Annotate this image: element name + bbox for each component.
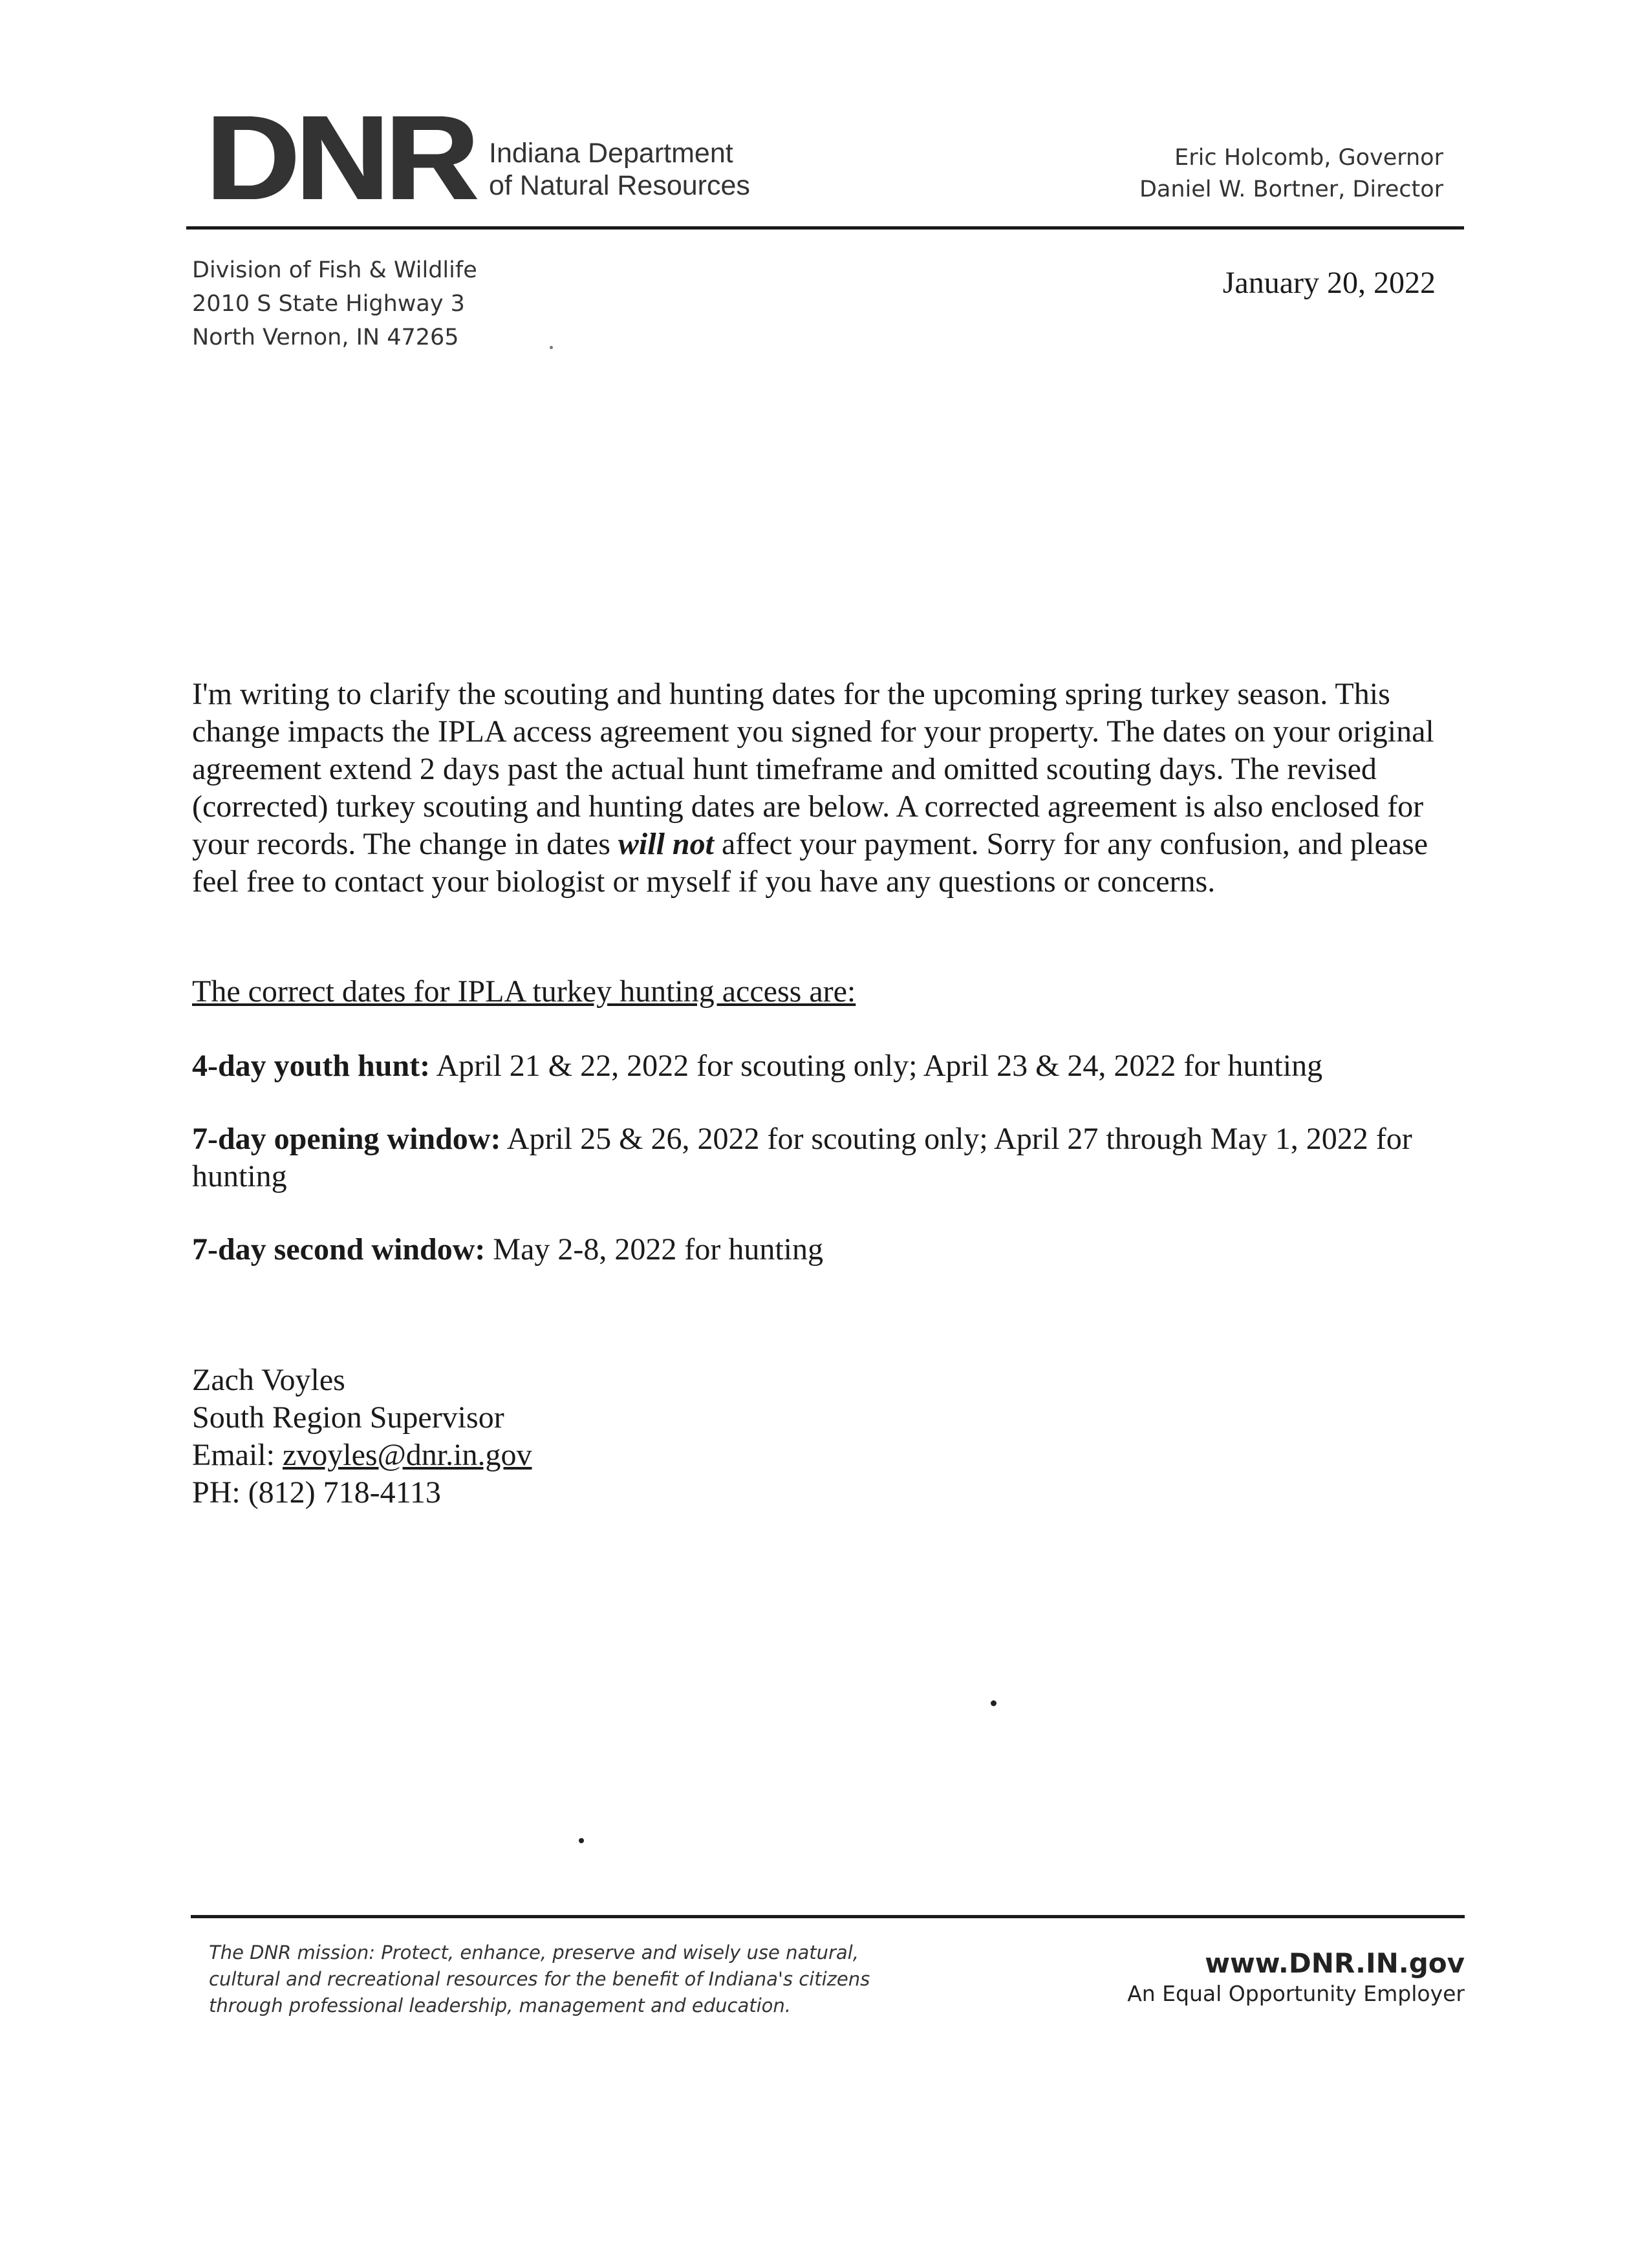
- second-window-item: [192, 1231, 1460, 1268]
- youth-hunt-label: 4-day youth hunt:: [192, 1049, 431, 1083]
- director-name: Daniel W. Bortner, Director: [1139, 177, 1443, 202]
- signature-block: [192, 1362, 532, 1512]
- signer-name: Zach Voyles: [192, 1363, 345, 1397]
- opening-window-label: 7-day opening window:: [192, 1122, 501, 1156]
- footer-divider: [191, 1915, 1465, 1918]
- opening-window-item: [192, 1120, 1460, 1195]
- scan-speck: [991, 1700, 997, 1706]
- email-link[interactable]: zvoyles@dnr.in.gov: [282, 1438, 532, 1472]
- division-address: [192, 253, 477, 354]
- equal-opportunity-text: An Equal Opportunity Employer: [1127, 1981, 1465, 2006]
- scan-speck: [550, 346, 553, 349]
- scan-speck: [579, 1838, 584, 1843]
- second-window-text: May 2-8, 2022 for hunting: [485, 1232, 824, 1267]
- intro-paragraph: [192, 676, 1466, 901]
- intro-text-after: affect your payment. Sorry for any confusion, and please feel free to contact your biologist or myself if you have any questions or concerns.: [192, 827, 1428, 899]
- dates-heading: The correct dates for IPLA turkey hunting access are:: [192, 974, 856, 1009]
- department-name-line2: of Natural Resources: [489, 170, 750, 201]
- officials-block: [1139, 142, 1443, 206]
- mission-line2: cultural and recreational resources for the benefit of Indiana's citizens: [209, 1968, 870, 1990]
- second-window-label: 7-day second window:: [192, 1232, 486, 1267]
- department-name: [489, 137, 750, 202]
- youth-hunt-item: [192, 1047, 1460, 1085]
- division-city: North Vernon, IN 47265: [192, 325, 459, 350]
- division-street: 2010 S State Highway 3: [192, 291, 465, 317]
- opening-window-text: April 25 & 26, 2022 for scouting only; April 27 through May 1, 2022 for hunting: [192, 1122, 1412, 1193]
- division-name: Division of Fish & Wildlife: [192, 257, 477, 283]
- youth-hunt-text: April 21 & 22, 2022 for scouting only; April 23 & 24, 2022 for hunting: [430, 1049, 1323, 1083]
- dnr-logo-text: DNR: [206, 91, 475, 225]
- mission-line3: through professional leadership, management and education.: [209, 1995, 791, 2017]
- signer-phone: PH: (812) 718-4113: [192, 1475, 441, 1510]
- letter-date: January 20, 2022: [1222, 266, 1436, 300]
- signer-title: South Region Supervisor: [192, 1400, 504, 1435]
- header-divider: [186, 226, 1464, 230]
- governor-name: Eric Holcomb, Governor: [1174, 145, 1443, 171]
- intro-emphasis: will not: [618, 827, 714, 861]
- website-link[interactable]: www.DNR.IN.gov: [1205, 1947, 1465, 1979]
- letter-body: [192, 676, 1466, 901]
- intro-text-before: I'm writing to clarify the scouting and hunting dates for the upcoming spring turkey season. This change impacts the IPLA access agreement you signed for your property. The dates on your original agreement extend 2 days past the actual hunt timeframe and omitted scouting days. The revised (corrected) turkey scouting and hunting dates are below. A corrected agreement is also enclosed for your records. The change in dates: [192, 677, 1434, 861]
- dnr-logo: [206, 91, 475, 225]
- footer-contact: [1127, 1947, 1465, 2008]
- department-name-line1: Indiana Department: [489, 138, 733, 169]
- email-prefix: Email:: [192, 1438, 283, 1472]
- signer-email-line: [192, 1437, 532, 1474]
- mission-statement: [209, 1940, 933, 2019]
- mission-line1: The DNR mission: Protect, enhance, preserve and wisely use natural,: [209, 1942, 859, 1963]
